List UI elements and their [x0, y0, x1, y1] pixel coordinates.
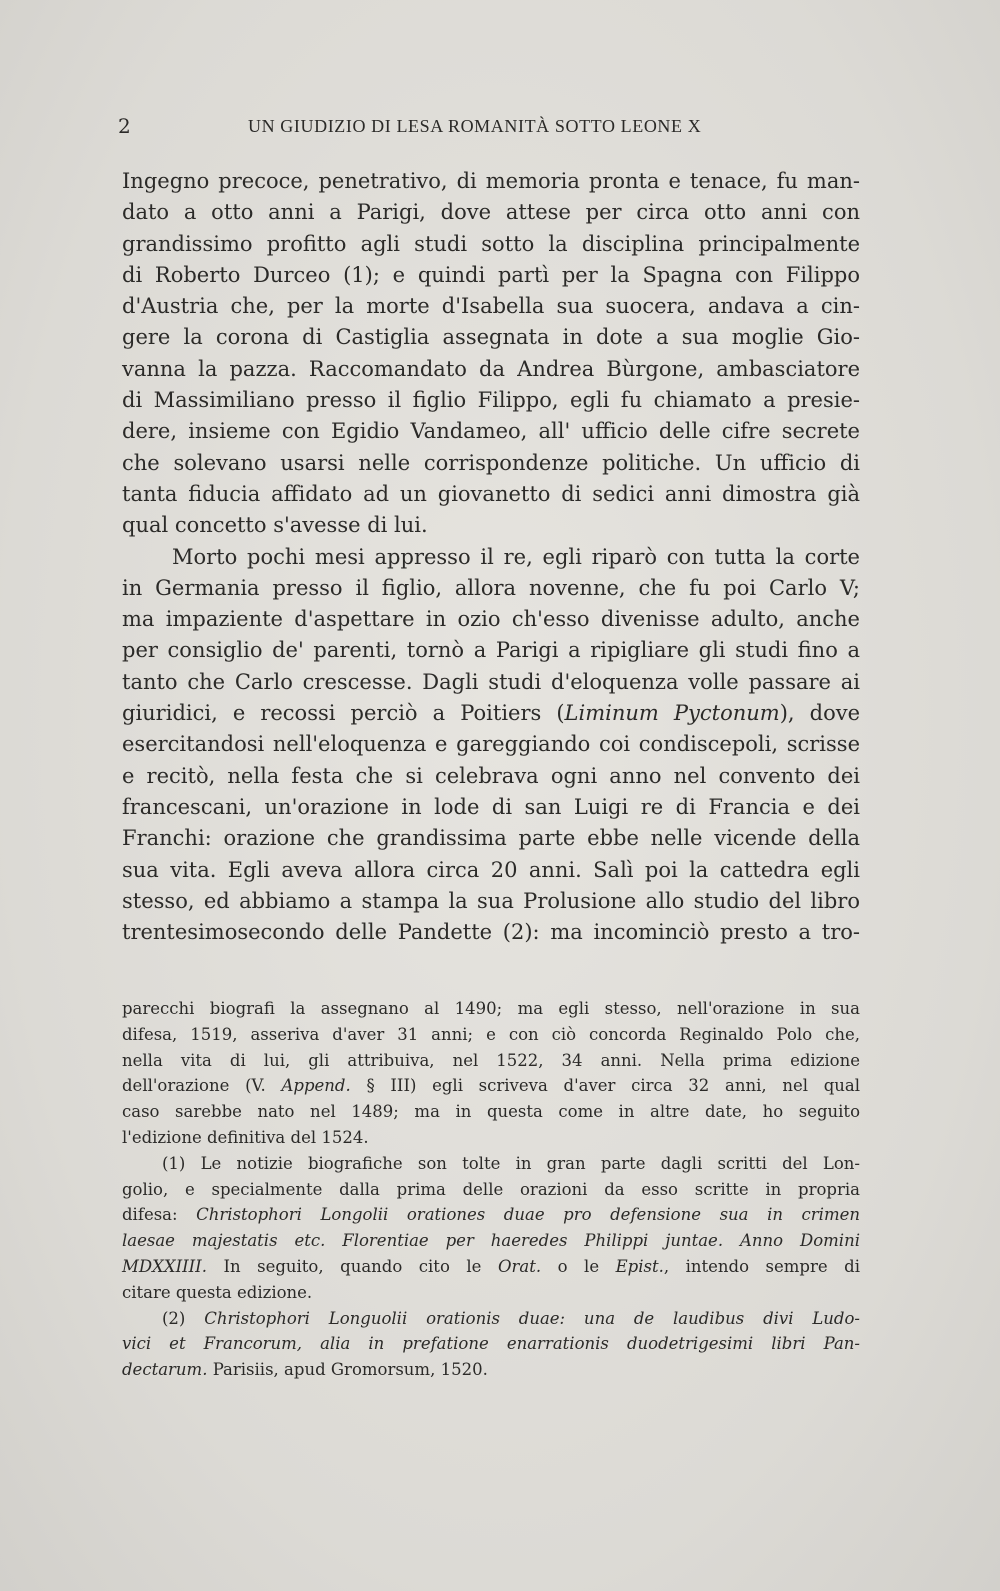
italic-title: MDXXIIII. [122, 1256, 207, 1276]
text-line: trentesimosecondo delle Pandette (2): ma incominciò presto a tro- [122, 920, 860, 945]
footnotes [122, 996, 860, 1383]
text-line: Ingegno precoce, penetrativo, di memoria pronta e tenace, fu man- [122, 169, 860, 193]
text-line: Franchi: orazione che grandissima parte ebbe nelle vicende della [122, 826, 860, 851]
footnote-line: caso sarebbe nato nel 1489; ma in questa come in altre date, ho seguito [122, 1102, 860, 1122]
footnote-line: citare questa edizione. [122, 1282, 313, 1302]
text-run: Parisiis, apud Gromorsum, 1520. [207, 1360, 488, 1380]
footnote-line [122, 1331, 860, 1357]
footnote-line: difesa, 1519, asseriva d'aver 31 anni; e con ciò concorda Reginaldo Polo che, [122, 1024, 860, 1044]
text-line: ma impaziente d'aspettare in ozio ch'esso divenisse adulto, anche [122, 607, 860, 632]
text-line: dato a otto anni a Parigi, dove attese per circa otto anni con [122, 200, 860, 225]
text-run: In seguito, quando cito le [206, 1256, 498, 1276]
text-run: o le [541, 1256, 616, 1276]
italic-ref: Append. [281, 1076, 351, 1096]
text-line: grandissimo profitto agli studi sotto la disciplina principalmente [122, 231, 860, 256]
text-line: esercitandosi nell'eloquenza e gareggiando coi condiscepoli, scrisse [122, 732, 860, 757]
footnote-line: parecchi biografi la assegnano al 1490; ma egli stesso, nell'orazione in sua [122, 999, 860, 1018]
text-line: vanna la pazza. Raccomandato da Andrea Bùrgone, ambasciatore [122, 356, 860, 381]
italic-title: vici et Francorum, alia in prefatione enarrationis duodetrigesimi libri Pan- [122, 1334, 860, 1354]
footnote-line [122, 1357, 860, 1383]
text-line: e recitò, nella festa che si celebrava ogni anno nel convento dei [122, 763, 860, 788]
text-line: in Germania presso il figlio, allora novenne, che fu poi Carlo V; [122, 575, 860, 600]
italic-title: dectarum. [122, 1360, 208, 1380]
text-line: francescani, un'orazione in lode di san Luigi re di Francia e dei [122, 794, 860, 819]
text-run: (2) [162, 1308, 205, 1328]
footnote-2 [122, 1306, 860, 1383]
text-line [122, 698, 860, 729]
text-run: giuridici, e recossi perciò a Poitiers ( [122, 701, 565, 726]
paragraph-2 [122, 542, 860, 949]
footnote-line [122, 1254, 860, 1280]
italic-abbrev: Orat. [497, 1256, 542, 1276]
footnote-1 [122, 1151, 860, 1306]
footnote-line: l'edizione definitiva del 1524. [122, 1127, 369, 1147]
footnote-line [122, 1306, 860, 1332]
text-line: sua vita. Egli aveva allora circa 20 anni. Salì poi la cattedra egli [122, 857, 860, 882]
italic-place-name: Liminum Pyctonum [564, 701, 780, 726]
footnote-line [122, 1202, 860, 1228]
footnote-line [122, 1228, 860, 1254]
text-line: tanta fiducia affidato ad un giovanetto di sedici anni dimostra già [122, 481, 860, 506]
text-line: tanto che Carlo crescesse. Dagli studi d'eloquenza volle passare ai [122, 669, 860, 694]
italic-title: Christophori Longuolii orationis duae: una de laudibus divi Ludo- [204, 1308, 860, 1328]
text-run: , intendo sempre di [663, 1256, 860, 1276]
footnote-line: nella vita di lui, gli attribuiva, nel 1522, 34 anni. Nella prima edizione [122, 1050, 860, 1070]
footnote-continuation [122, 996, 860, 1151]
running-title: UN GIUDIZIO DI LESA ROMANITÀ SOTTO LEONE X [248, 116, 702, 136]
text-line: stesso, ed abbiamo a stampa la sua Prolusione allo studio del libro [122, 888, 860, 913]
main-text [122, 166, 860, 948]
text-line: gere la corona di Castiglia assegnata in dote a sua moglie Gio- [122, 325, 860, 350]
footnote-line: (1) Le notizie biografiche son tolte in gran parte dagli scritti del Lon- [162, 1153, 860, 1173]
footnote-line [122, 1073, 860, 1099]
text-line: che solevano usarsi nelle corrispondenze politiche. Un ufficio di [122, 450, 860, 475]
text-line: Morto pochi mesi appresso il re, egli riparò con tutta la corte [172, 544, 860, 569]
text-line: d'Austria che, per la morte d'Isabella sua suocera, andava a cin- [122, 294, 860, 319]
text-run: dell'orazione (V. [122, 1076, 282, 1096]
text-line: per consiglio de' parenti, tornò a Parigi a ripigliare gli studi fino a [122, 638, 860, 663]
text-run: difesa: [122, 1205, 197, 1225]
text-line: dere, insieme con Egidio Vandameo, all' ufficio delle cifre secrete [122, 419, 860, 444]
italic-title: Christophori Longolii orationes duae pro defensione sua in crimen [196, 1205, 860, 1225]
text-line: di Roberto Durceo (1); e quindi partì per la Spagna con Filippo [122, 262, 860, 287]
text-line: qual concetto s'avesse di lui. [122, 513, 428, 538]
italic-abbrev: Epist. [615, 1256, 664, 1276]
text-run: ), dove [779, 701, 861, 726]
paragraph-1 [122, 166, 860, 542]
italic-title: laesae majestatis etc. Florentiae per haeredes Philippi juntae. Anno Domini [122, 1231, 860, 1251]
page-number: 2 [118, 114, 132, 138]
footnote-line: golio, e specialmente dalla prima delle orazioni da esso scritte in propria [122, 1179, 860, 1199]
text-run: § III) egli scriveva d'aver circa 32 anni, nel qual [350, 1076, 860, 1096]
text-line: di Massimiliano presso il figlio Filippo, egli fu chiamato a presie- [122, 388, 860, 413]
page-header [118, 114, 860, 142]
